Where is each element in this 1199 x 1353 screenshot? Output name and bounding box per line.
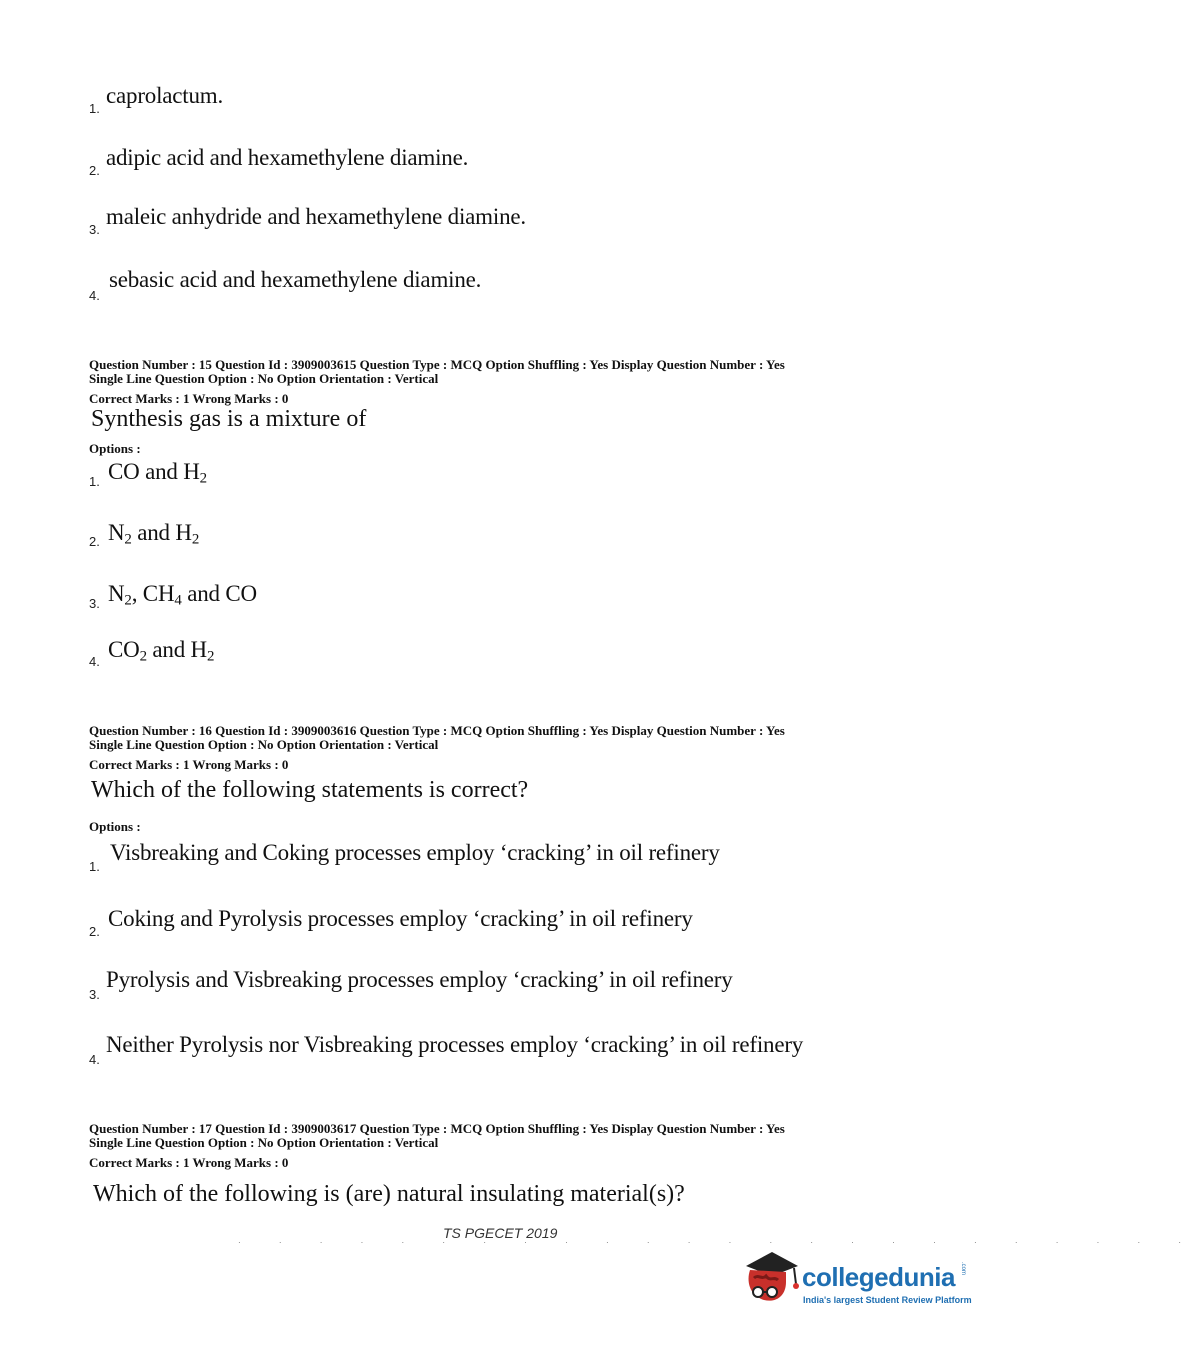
question-meta-2: Single Line Question Option : No Option Orientation : Vertical — [89, 1135, 439, 1150]
footer-dotted-rule: · · · · · · · · · · · · · · · · · · · · · · · · — [238, 1238, 1199, 1247]
footer-exam-title: TS PGECET 2019 — [443, 1225, 558, 1241]
option-text: sebasic acid and hexamethylene diamine. — [109, 267, 482, 292]
question-meta-2: Single Line Question Option : No Option Orientation : Vertical — [89, 737, 439, 752]
option-number: 3. — [89, 596, 100, 611]
collegedunia-logo — [740, 1248, 970, 1308]
question-meta: Question Number : 16 Question Id : 3909003616 Question Type : MCQ Option Shuffling : Yes Display Question Number : Yes — [89, 723, 785, 738]
question-meta: Question Number : 17 Question Id : 3909003617 Question Type : MCQ Option Shuffling : Yes Display Question Number : Yes — [89, 1121, 785, 1136]
option-text: Coking and Pyrolysis processes employ ‘cracking’ in oil refinery — [108, 906, 693, 931]
question-marks: Correct Marks : 1 Wrong Marks : 0 — [89, 757, 289, 772]
option-text: Neither Pyrolysis nor Visbreaking processes employ ‘cracking’ in oil refinery — [106, 1032, 804, 1057]
option-text: caprolactum. — [106, 83, 224, 108]
question-text: Synthesis gas is a mixture of — [91, 406, 367, 432]
question-meta: Question Number : 15 Question Id : 3909003615 Question Type : MCQ Option Shuffling : Yes Display Question Number : Yes — [89, 357, 785, 372]
logo-mascot-icon — [740, 1248, 802, 1310]
options-label: Options : — [89, 819, 141, 834]
question-text: Which of the following is (are) natural insulating material(s)? — [93, 1181, 685, 1207]
option-number: 1. — [89, 474, 100, 489]
option-number: 4. — [89, 288, 100, 303]
question-marks: Correct Marks : 1 Wrong Marks : 0 — [89, 391, 289, 406]
option-text: $N_2$, $CH_4$ and CO — [108, 581, 257, 609]
option-number: 3. — [89, 987, 100, 1002]
option-number: 2. — [89, 924, 100, 939]
option-text: $CO_2$ and $H_2$ — [108, 637, 215, 665]
options-label: Options : — [89, 441, 141, 456]
option-number: 3. — [89, 222, 100, 237]
option-number: 1. — [89, 859, 100, 874]
logo-suffix: .com — [960, 1262, 966, 1276]
question-text: Which of the following statements is correct? — [91, 777, 529, 803]
question-marks: Correct Marks : 1 Wrong Marks : 0 — [89, 1155, 289, 1170]
option-text: $N_2$ and $H_2$ — [108, 520, 200, 548]
option-number: 2. — [89, 163, 100, 178]
question-meta-2: Single Line Question Option : No Option Orientation : Vertical — [89, 371, 439, 386]
option-text: CO and $H_2$ — [108, 459, 207, 487]
logo-wordmark: collegedunia — [802, 1262, 955, 1292]
option-text: maleic anhydride and hexamethylene diamine. — [106, 204, 526, 229]
option-text: adipic acid and hexamethylene diamine. — [106, 145, 469, 170]
option-text: Visbreaking and Coking processes employ ‘cracking’ in oil refinery — [110, 840, 720, 865]
option-number: 4. — [89, 1052, 100, 1067]
option-number: 1. — [89, 101, 100, 116]
option-text: Pyrolysis and Visbreaking processes employ ‘cracking’ in oil refinery — [106, 967, 733, 992]
option-number: 2. — [89, 534, 100, 549]
option-number: 4. — [89, 654, 100, 669]
logo-tagline: India's largest Student Review Platform — [803, 1295, 972, 1305]
